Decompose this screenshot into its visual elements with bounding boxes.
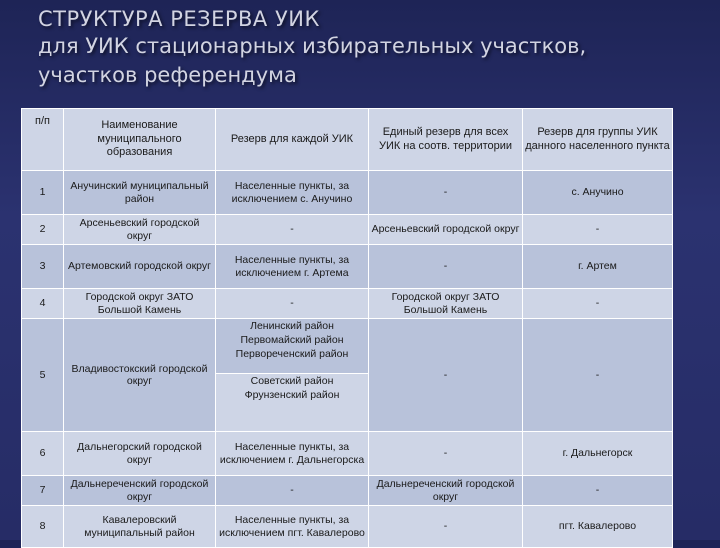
header-group: Резерв для группы УИК данного населенного пункта: [523, 109, 673, 171]
row-single: -: [369, 245, 523, 289]
table-row: [22, 215, 673, 245]
row-num: 7: [22, 476, 64, 506]
row-num: 5: [22, 319, 64, 432]
district-label: Первореченский район: [235, 348, 349, 360]
table-row: [22, 506, 673, 548]
slide-title: [38, 6, 708, 89]
table-row: [22, 289, 673, 319]
row-single: -: [369, 171, 523, 215]
row-num: 3: [22, 245, 64, 289]
row-single: Арсеньевский городской округ: [369, 215, 523, 245]
row-name: Арсеньевский городской округ: [64, 215, 216, 245]
row-each: -: [216, 476, 369, 506]
row-name: Анучинский муниципальный район: [64, 171, 216, 215]
row-name: Дальнегорский городской округ: [64, 432, 216, 476]
district-label: Ленинский район: [250, 320, 334, 332]
district-label: Первомайский район: [240, 334, 344, 346]
title-line-1: СТРУКТУРА РЕЗЕРВА УИК: [38, 7, 320, 31]
row-group: -: [523, 476, 673, 506]
row-name: Артемовский городской округ: [64, 245, 216, 289]
row-group: -: [523, 289, 673, 319]
reserve-table: [21, 108, 673, 548]
header-each: Резерв для каждой УИК: [216, 109, 369, 171]
row-num: 6: [22, 432, 64, 476]
row-num: 4: [22, 289, 64, 319]
district-label: Советский район: [250, 375, 334, 387]
row-each: Населенные пункты, за исключением пгт. Кавалерово: [216, 506, 369, 548]
table-row: [22, 171, 673, 215]
row-single: Городской округ ЗАТО Большой Камень: [369, 289, 523, 319]
row-group: пгт. Кавалерово: [523, 506, 673, 548]
row-num: 1: [22, 171, 64, 215]
row-group: г. Дальнегорск: [523, 432, 673, 476]
table-row: [22, 432, 673, 476]
title-line-3: участков референдума: [38, 63, 297, 87]
header-single: Единый резерв для всех УИК на соотв. территории: [369, 109, 523, 171]
district-label: Фрунзенский район: [244, 389, 340, 401]
table-header-row: [22, 109, 673, 171]
row-each: Населенные пункты, за исключением г. Артема: [216, 245, 369, 289]
row-each: -: [216, 215, 369, 245]
row-group: -: [523, 215, 673, 245]
row-name: Кавалеровский муниципальный район: [64, 506, 216, 548]
row-each: Населенные пункты, за исключением с. Анучино: [216, 171, 369, 215]
row-each-split: [216, 319, 369, 432]
each-subcell-b: [216, 374, 368, 431]
row-single: Дальнереченский городской округ: [369, 476, 523, 506]
title-line-2: для УИК стационарных избирательных участков,: [38, 34, 587, 58]
each-subcell-a: [216, 319, 368, 374]
row-num: 2: [22, 215, 64, 245]
row-group: с. Анучино: [523, 171, 673, 215]
row-name: Дальнереченский городской округ: [64, 476, 216, 506]
header-name: Наименование муниципального образования: [64, 109, 216, 171]
row-num: 8: [22, 506, 64, 548]
row-name: Владивостокский городской округ: [64, 319, 216, 432]
row-single: -: [369, 506, 523, 548]
table-row: [22, 476, 673, 506]
row-group: -: [523, 319, 673, 432]
row-single: -: [369, 319, 523, 432]
row-single: -: [369, 432, 523, 476]
table-row: [22, 245, 673, 289]
table-row: [22, 319, 673, 432]
row-name: Городской округ ЗАТО Большой Камень: [64, 289, 216, 319]
row-group: г. Артем: [523, 245, 673, 289]
header-num: п/п: [22, 109, 64, 171]
row-each: Населенные пункты, за исключением г. Дальнегорска: [216, 432, 369, 476]
row-each: -: [216, 289, 369, 319]
